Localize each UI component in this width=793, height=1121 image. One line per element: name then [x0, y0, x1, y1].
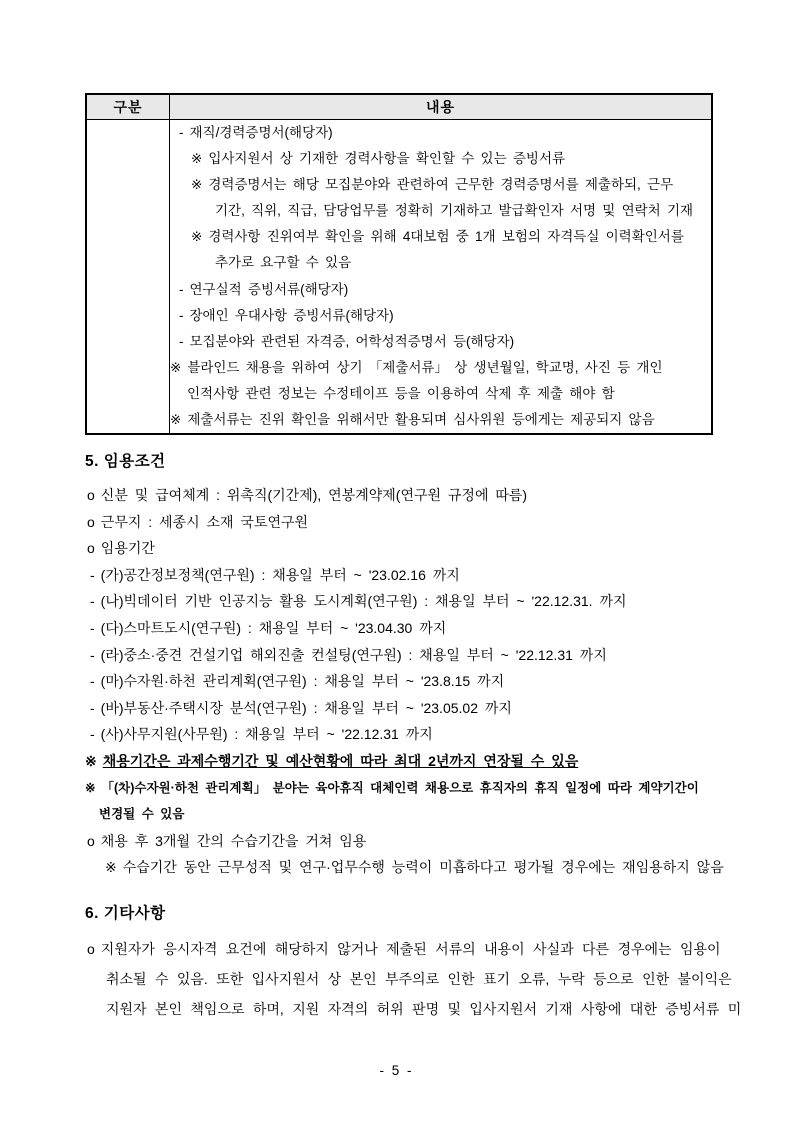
- table-header-row: [86, 94, 712, 120]
- line-marker: ※: [170, 359, 182, 375]
- line-marker: ※: [191, 177, 203, 193]
- line-text: 「(차)수자원·하천 관리계획」 분야는 육아휴직 대체인력 채용으로 휴직자의 휴직 일정에 따라 계약기간이: [101, 780, 699, 795]
- table-line: [170, 329, 711, 355]
- line-text: 제출서류는 진위 확인을 위해서만 활용되며 심사위원 등에게는 제공되지 않음: [187, 412, 655, 428]
- line-marker: -: [90, 673, 95, 690]
- line-text: 입사지원서 상 기재한 경력사항을 확인할 수 있는 증빙서류: [208, 151, 566, 167]
- table-line: [170, 355, 711, 381]
- submission-documents-table: [85, 93, 713, 435]
- line-text: (라)중소·중견 건설기업 해외진출 컨설팅(연구원) : 채용일 부터 ~ '22.12.31 까지: [100, 646, 607, 663]
- line-text: 경력사항 진위여부 확인을 위해 4대보험 중 1개 보험의 자격득실 이력확인서를: [208, 229, 684, 245]
- line-text: 채용 후 3개월 간의 수습기간을 거쳐 임용: [100, 832, 367, 849]
- line-marker: ※: [105, 859, 117, 876]
- line-marker: -: [90, 593, 95, 610]
- line-text: 임용기간: [100, 540, 155, 557]
- list-item: [85, 535, 730, 562]
- list-item: [85, 695, 730, 722]
- table-line: [170, 303, 711, 329]
- table-line: [170, 381, 711, 407]
- line-text: 근무지 : 세종시 소재 국토연구원: [100, 513, 309, 530]
- table-line: [170, 120, 711, 146]
- line-text: 채용기간은 과제수행기간 및 예산현황에 따라 최대 2년까지 연장될 수 있음: [102, 752, 579, 769]
- line-marker: -: [90, 699, 95, 716]
- line-text: 장애인 우대사항 증빙서류(해당자): [189, 307, 394, 323]
- line-text: 지원자 본인 책임으로 하며, 지원 자격의 허위 판명 및 입사지원서 기재 사항에 대한 증빙서류 미: [106, 1001, 742, 1017]
- line-marker: ※: [85, 780, 96, 795]
- section-other-matters: [85, 903, 742, 1024]
- table-line: [170, 407, 711, 433]
- line-text: (마)수자원·하천 관리계획(연구원) : 채용일 부터 ~ '23.8.15 까지: [100, 673, 505, 690]
- line-marker: o: [87, 540, 95, 557]
- line-marker: -: [90, 566, 95, 583]
- table-cell-content: [170, 120, 713, 435]
- line-text: 지원자가 응시자격 요건에 해당하지 않거나 제출된 서류의 내용이 사실과 다른 경우에는 임용이: [100, 941, 721, 957]
- line-marker: -: [179, 281, 184, 297]
- line-marker: -: [179, 307, 184, 323]
- list-item: [85, 615, 730, 642]
- list-item: [85, 588, 730, 615]
- section-title: 5. 임용조건: [85, 453, 166, 470]
- section-employment-conditions: [85, 451, 730, 881]
- list-item: [85, 562, 730, 589]
- line-marker: o: [87, 941, 95, 957]
- note-parental-leave: [85, 775, 730, 802]
- list-item: [85, 934, 730, 964]
- note-extension-period: [85, 748, 730, 775]
- page-number: - 5 -: [379, 1063, 414, 1078]
- table-header-content: 내용: [170, 94, 713, 120]
- line-marker: ※: [85, 752, 97, 769]
- line-text: 모집분야와 관련된 자격증, 어학성적증명서 등(해당자): [189, 333, 515, 349]
- line-text: 블라인드 채용을 위하여 상기 「제출서류」 상 생년월일, 학교명, 사진 등 개인: [187, 359, 663, 375]
- line-marker: ※: [191, 229, 203, 245]
- list-item: [85, 482, 730, 509]
- list-item-cont: [85, 994, 742, 1024]
- line-text: (나)빅데이터 기반 인공지능 활용 도시계획(연구원) : 채용일 부터 ~ '22.12.31. 까지: [100, 593, 627, 610]
- list-item-cont: [85, 964, 730, 994]
- table-row: [86, 120, 712, 435]
- line-marker: o: [87, 513, 95, 530]
- line-marker: -: [179, 333, 184, 349]
- line-marker: o: [87, 832, 95, 849]
- table-cell-gubun: [86, 120, 170, 435]
- table-line: [170, 198, 711, 224]
- list-item: [85, 509, 730, 536]
- table-line: [170, 277, 711, 303]
- line-text: (다)스마트도시(연구원) : 채용일 부터 ~ '23.04.30 까지: [100, 619, 447, 636]
- line-text: 재직/경력증명서(해당자): [189, 125, 333, 140]
- line-text: 신분 및 급여체계 : 위촉직(기간제), 연봉계약제(연구원 규정에 따름): [100, 487, 528, 503]
- table-line: [170, 172, 711, 198]
- line-text: (가)공간정보정책(연구원) : 채용일 부터 ~ '23.02.16 까지: [100, 566, 460, 583]
- line-marker: -: [90, 726, 95, 743]
- line-text: 인적사항 관련 정보는 수정테이프 등을 이용하여 삭제 후 제출 해야 함: [187, 385, 615, 401]
- line-marker: -: [90, 619, 95, 636]
- line-text: (바)부동산·주택시장 분석(연구원) : 채용일 부터 ~ '23.05.02 까지: [100, 699, 512, 716]
- line-text: 연구실적 증빙서류(해당자): [189, 281, 349, 297]
- section-title: 6. 기타사항: [85, 905, 166, 922]
- table-header-gubun: 구분: [86, 94, 170, 120]
- line-text: 기간, 직위, 직급, 담당업무를 정확히 기재하고 발급확인자 서명 및 연락처 기재: [215, 203, 694, 219]
- line-text: (사)사무지원(사무원) : 채용일 부터 ~ '22.12.31 까지: [100, 726, 433, 743]
- line-text: 변경될 수 있음: [99, 807, 185, 822]
- line-marker: ※: [170, 412, 182, 428]
- table-line: [170, 224, 711, 250]
- line-text: 추가로 요구할 수 있음: [215, 255, 352, 271]
- list-item: [85, 721, 730, 748]
- line-text: 경력증명서는 해당 모집분야와 관련하여 근무한 경력증명서를 제출하되, 근무: [208, 177, 674, 193]
- note-parental-leave-cont: [85, 801, 730, 828]
- line-marker: o: [87, 487, 95, 503]
- list-item: [85, 668, 730, 695]
- list-item: [85, 642, 730, 669]
- table-line: [170, 250, 711, 276]
- line-marker: -: [179, 125, 184, 140]
- line-marker: ※: [191, 151, 203, 167]
- line-marker: -: [90, 646, 95, 663]
- list-item: [85, 828, 730, 855]
- line-text: 취소될 수 있음. 또한 입사지원서 상 본인 부주의로 인한 표기 오류, 누락 등으로 인한 불이익은: [106, 971, 732, 987]
- table-line: [170, 146, 711, 172]
- note-probation: [85, 854, 730, 881]
- line-text: 수습기간 동안 근무성적 및 연구·업무수행 능력이 미흡하다고 평가될 경우에는 재임용하지 않음: [122, 859, 724, 876]
